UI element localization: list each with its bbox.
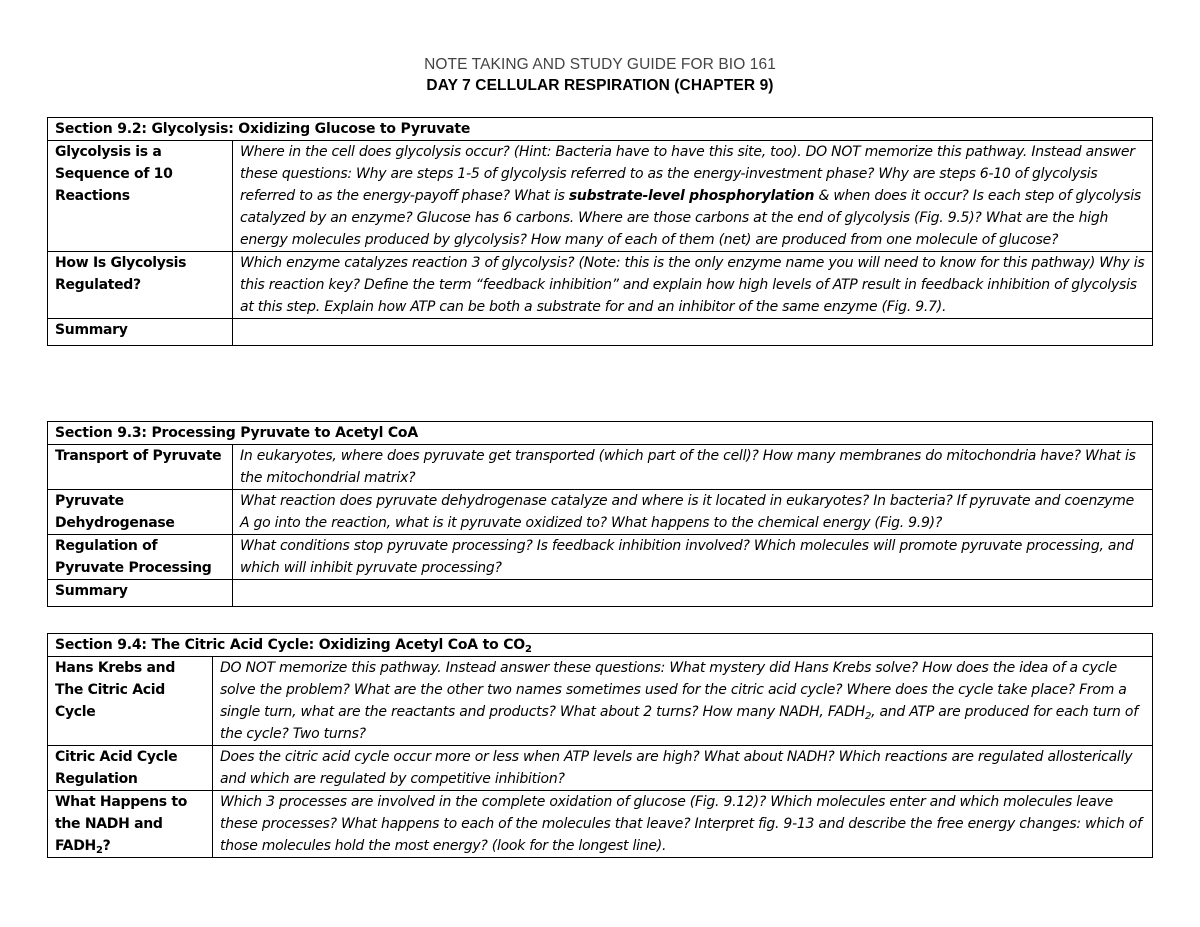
row-questions-pyruvate-transport: In eukaryotes, where does pyruvate get transported (which part of the cell)? How many membranes do mitochondria have? What is the mitochondrial matrix?: [233, 445, 1153, 490]
section-9-4-heading: Section 9.4: The Citric Acid Cycle: Oxidizing Acetyl CoA to $CO_2$: [48, 634, 1153, 657]
row-questions-nadh-fadh2: Which 3 processes are involved in the complete oxidation of glucose (Fig. 9.12)? Which molecules enter and which molecules leave these processes? What happens to each of the molecules that leave? Interpret fig. 9-13 and describe the free energy changes: which of those molecules hold the most energy? (look for the longest line).: [213, 791, 1153, 858]
row-label-citric-acid-regulation: Citric Acid Cycle Regulation: [48, 746, 213, 791]
row-label-pyruvate-transport: Transport of Pyruvate: [48, 445, 233, 490]
section-9-2-heading: Section 9.2: Glycolysis: Oxidizing Glucose to Pyruvate: [48, 118, 1153, 141]
row-questions-glycolysis-regulation: Which enzyme catalyzes reaction 3 of glycolysis? (Note: this is the only enzyme name you will need to know for this pathway) Why is this reaction key? Define the term “feedback inhibition” and explain how high levels of ATP result in feedback inhibition of glycolysis at this step. Explain how ATP can be both a substrate for and an inhibitor of the same enzyme (Fig. 9.7).: [233, 252, 1153, 319]
row-questions-hans-krebs: DO NOT memorize this pathway. Instead answer these questions: What mystery did Hans Krebs solve? How does the idea of a cycle solve the problem? What are the other two names sometimes used for the citric acid cycle? Where does the cycle take place? From a single turn, what are the reactants and products? What about 2 turns? How many NADH, $FADH_2$, and ATP are produced for each turn of the cycle? Two turns?: [213, 657, 1153, 746]
row-questions-citric-acid-regulation: Does the citric acid cycle occur more or less when ATP levels are high? What about NADH? Which reactions are regulated allosterically and which are regulated by competitive inhibition?: [213, 746, 1153, 791]
row-label-pyruvate-regulation: Regulation of Pyruvate Processing: [48, 535, 233, 580]
row-label-glycolysis-sequence: Glycolysis is a Sequence of 10 Reactions: [48, 141, 233, 252]
row-label-glycolysis-regulation: How Is Glycolysis Regulated?: [48, 252, 233, 319]
section-9-3-heading: Section 9.3: Processing Pyruvate to Acetyl CoA: [48, 422, 1153, 445]
section-9-2-table: [47, 117, 1153, 346]
guide-title: NOTE TAKING AND STUDY GUIDE FOR BIO 161: [424, 56, 776, 73]
row-questions-pyruvate-regulation: What conditions stop pyruvate processing? Is feedback inhibition involved? Which molecules will promote pyruvate processing, and which will inhibit pyruvate processing?: [233, 535, 1153, 580]
row-label-summary: Summary: [48, 319, 233, 346]
row-label-summary: Summary: [48, 580, 233, 607]
row-questions-pyruvate-dehydrogenase: What reaction does pyruvate dehydrogenase catalyze and where is it located in eukaryotes? In bacteria? If pyruvate and coenzyme A go into the reaction, what is it pyruvate oxidized to? What happens to the chemical energy (Fig. 9.9)?: [233, 490, 1153, 535]
summary-answer-field[interactable]: [233, 580, 1153, 607]
row-questions-glycolysis-sequence: Where in the cell does glycolysis occur? (Hint: Bacteria have to have this site, too). DO NOT memorize this pathway. Instead answer these questions: Why are steps 1-5 of glycolysis referred to as the energy-investment phase? Why are steps 6-10 of glycolysis referred to as the energy-payoff phase? What is substrate-level phosphorylation & when does it occur? Is each step of glycolysis catalyzed by an enzyme? Glucose has 6 carbons. Where are those carbons at the end of glycolysis (Fig. 9.5)? What are the high energy molecules produced by glycolysis? How many of each of them (net) are produced from one molecule of glucose?: [233, 141, 1153, 252]
guide-subtitle: DAY 7 CELLULAR RESPIRATION (CHAPTER 9): [426, 77, 774, 94]
row-label-nadh-fadh2: What Happens to the NADH and $FADH_2$?: [48, 791, 213, 858]
row-label-hans-krebs: Hans Krebs and The Citric Acid Cycle: [48, 657, 213, 746]
section-9-4-table: [47, 633, 1153, 858]
row-label-pyruvate-dehydrogenase: Pyruvate Dehydrogenase: [48, 490, 233, 535]
summary-answer-field[interactable]: [233, 319, 1153, 346]
section-9-3-table: [47, 421, 1153, 607]
